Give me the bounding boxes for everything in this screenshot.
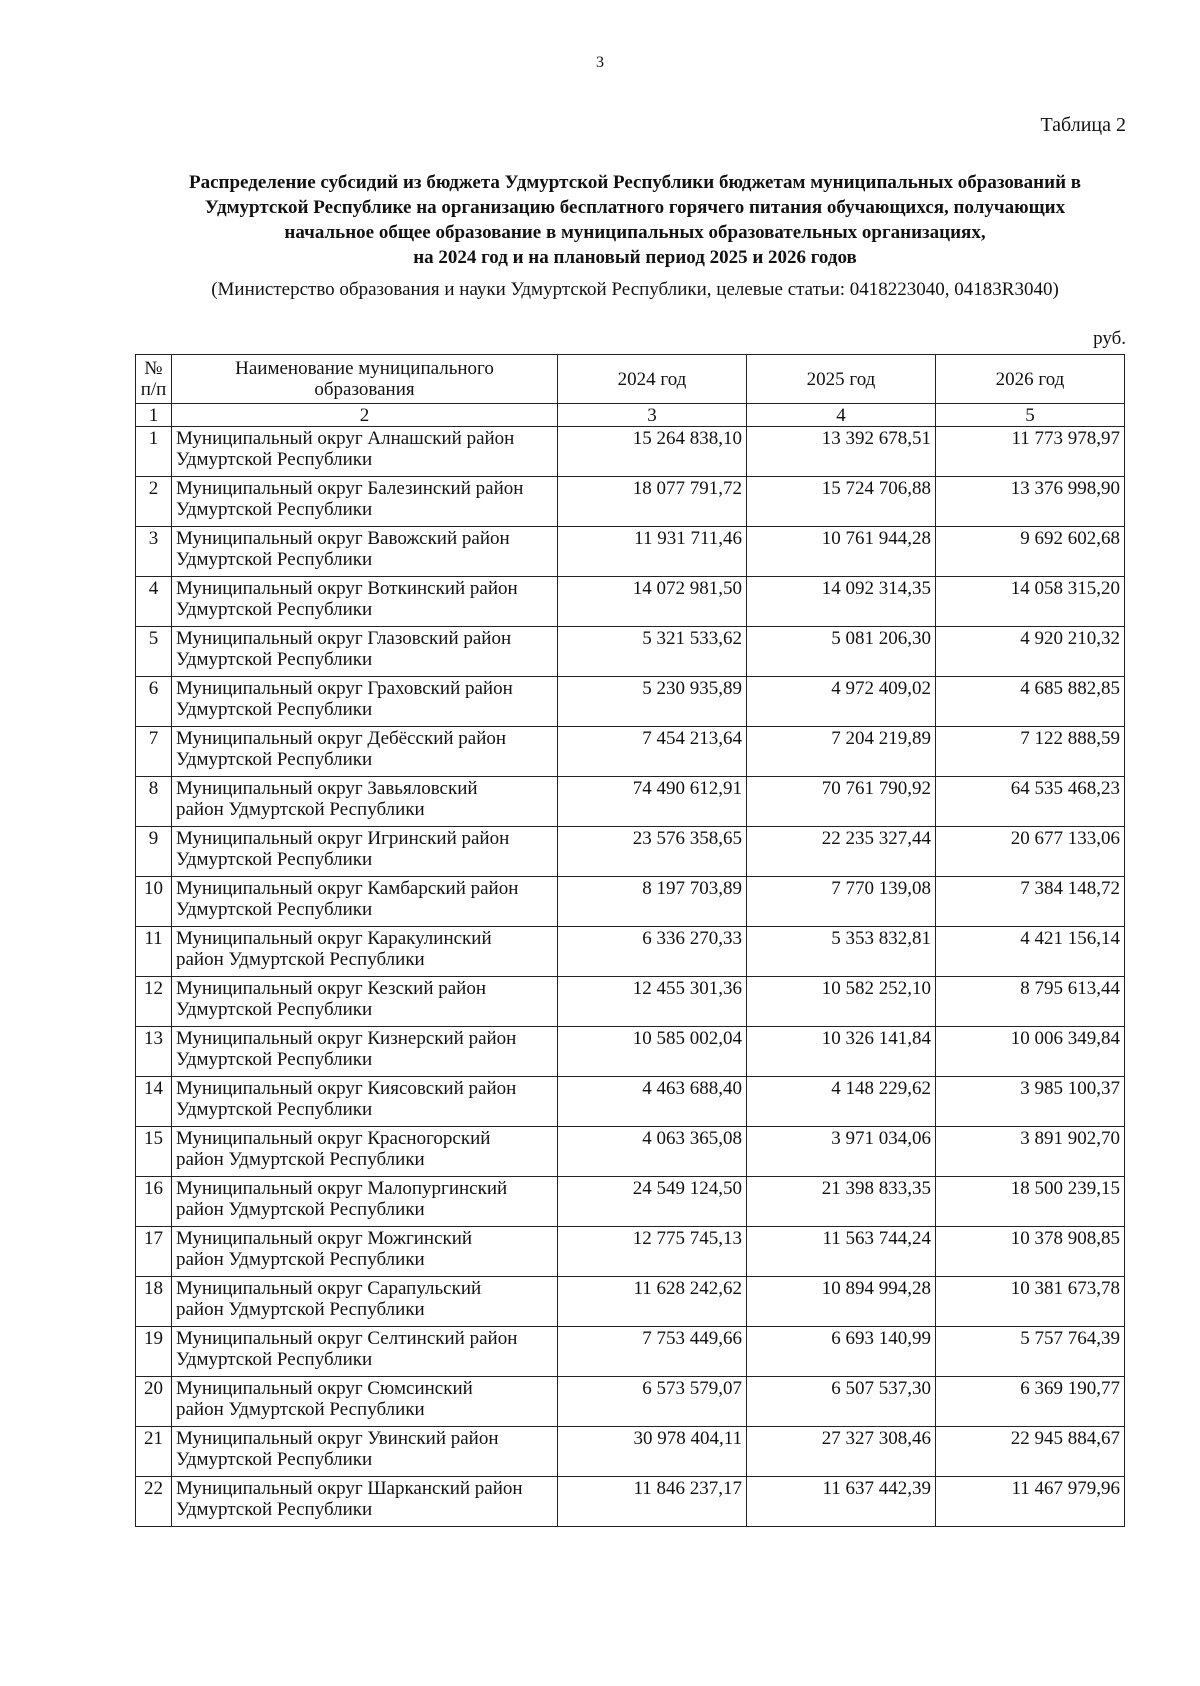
row-number: 9 [136, 827, 172, 877]
amount-2025: 14 092 314,35 [747, 577, 936, 627]
municipality-name-line2: Удмуртской Республики [176, 449, 373, 470]
table-row [136, 1127, 1125, 1177]
municipality-name-line1: Муниципальный округ Малопургинский [176, 1178, 508, 1199]
municipality-name-line2: Удмуртской Республики [176, 1099, 373, 1120]
amount-2024: 6 573 579,07 [558, 1377, 747, 1427]
amount-2025: 15 724 706,88 [747, 477, 936, 527]
municipality-name [172, 1027, 558, 1077]
amount-2026: 10 381 673,78 [936, 1277, 1125, 1327]
row-number: 12 [136, 977, 172, 1027]
municipality-name-line1: Муниципальный округ Дебёсский район [176, 728, 507, 749]
municipality-name-line2: район Удмуртской Республики [176, 1399, 425, 1420]
row-number: 11 [136, 927, 172, 977]
header-2024: 2024 год [558, 355, 747, 404]
municipality-name-line2: Удмуртской Республики [176, 549, 373, 570]
amount-2025: 11 563 744,24 [747, 1227, 936, 1277]
row-number: 6 [136, 677, 172, 727]
municipality-name [172, 777, 558, 827]
document-heading [140, 170, 1130, 270]
municipality-name-line2: Удмуртской Республики [176, 499, 373, 520]
municipality-name [172, 477, 558, 527]
amount-2026: 8 795 613,44 [936, 977, 1125, 1027]
amount-2024: 74 490 612,91 [558, 777, 747, 827]
amount-2024: 7 753 449,66 [558, 1327, 747, 1377]
amount-2024: 11 846 237,17 [558, 1477, 747, 1527]
amount-2025: 11 637 442,39 [747, 1477, 936, 1527]
amount-2025: 4 148 229,62 [747, 1077, 936, 1127]
amount-2026: 20 677 133,06 [936, 827, 1125, 877]
amount-2026: 9 692 602,68 [936, 527, 1125, 577]
municipality-name-line1: Муниципальный округ Глазовский район [176, 628, 512, 649]
amount-2024: 5 321 533,62 [558, 627, 747, 677]
header-name [172, 355, 558, 404]
subsidy-table [135, 354, 1125, 1527]
row-number: 1 [136, 427, 172, 477]
amount-2024: 12 775 745,13 [558, 1227, 747, 1277]
municipality-name-line1: Муниципальный округ Каракулинский [176, 928, 492, 949]
municipality-name [172, 1327, 558, 1377]
row-number: 16 [136, 1177, 172, 1227]
municipality-name-line1: Муниципальный округ Киясовский район [176, 1078, 517, 1099]
municipality-name-line1: Муниципальный округ Алнашский район [176, 428, 515, 449]
table-row [136, 1427, 1125, 1477]
amount-2024: 4 463 688,40 [558, 1077, 747, 1127]
header-2026: 2026 год [936, 355, 1125, 404]
header-number [136, 355, 172, 404]
heading-line: начальное общее образование в муниципальных образовательных организациях, [284, 222, 986, 243]
municipality-name [172, 927, 558, 977]
header-number-line2: п/п [140, 379, 167, 400]
amount-2026: 4 685 882,85 [936, 677, 1125, 727]
amount-2026: 7 384 148,72 [936, 877, 1125, 927]
municipality-name-line2: Удмуртской Республики [176, 849, 373, 870]
municipality-name-line1: Муниципальный округ Увинский район [176, 1428, 499, 1449]
amount-2026: 5 757 764,39 [936, 1327, 1125, 1377]
table-row [136, 677, 1125, 727]
municipality-name [172, 677, 558, 727]
municipality-name-line2: район Удмуртской Республики [176, 1149, 425, 1170]
amount-2024: 18 077 791,72 [558, 477, 747, 527]
amount-2025: 10 582 252,10 [747, 977, 936, 1027]
row-number: 17 [136, 1227, 172, 1277]
municipality-name [172, 977, 558, 1027]
amount-2025: 4 972 409,02 [747, 677, 936, 727]
table-row [136, 527, 1125, 577]
municipality-name-line2: Удмуртской Республики [176, 649, 373, 670]
column-index: 3 [558, 404, 747, 427]
table-row [136, 1277, 1125, 1327]
amount-2024: 11 931 711,46 [558, 527, 747, 577]
amount-2025: 10 761 944,28 [747, 527, 936, 577]
municipality-name-line1: Муниципальный округ Красногорский [176, 1128, 491, 1149]
municipality-name-line1: Муниципальный округ Сарапульский [176, 1278, 482, 1299]
table-row [136, 1177, 1125, 1227]
municipality-name-line2: Удмуртской Республики [176, 749, 373, 770]
amount-2026: 11 773 978,97 [936, 427, 1125, 477]
amount-2025: 22 235 327,44 [747, 827, 936, 877]
amount-2025: 10 326 141,84 [747, 1027, 936, 1077]
column-index: 5 [936, 404, 1125, 427]
table-header-row [136, 355, 1125, 404]
table-row [136, 627, 1125, 677]
municipality-name [172, 1077, 558, 1127]
row-number: 10 [136, 877, 172, 927]
municipality-name-line1: Муниципальный округ Воткинский район [176, 578, 518, 599]
municipality-name-line2: Удмуртской Республики [176, 699, 373, 720]
municipality-name-line2: Удмуртской Республики [176, 1449, 373, 1470]
municipality-name [172, 877, 558, 927]
amount-2024: 7 454 213,64 [558, 727, 747, 777]
amount-2024: 6 336 270,33 [558, 927, 747, 977]
municipality-name-line1: Муниципальный округ Завьяловский [176, 778, 478, 799]
table-row [136, 1077, 1125, 1127]
amount-2025: 13 392 678,51 [747, 427, 936, 477]
row-number: 4 [136, 577, 172, 627]
amount-2026: 10 006 349,84 [936, 1027, 1125, 1077]
amount-2024: 5 230 935,89 [558, 677, 747, 727]
table-row [136, 827, 1125, 877]
municipality-name [172, 1277, 558, 1327]
column-index: 2 [172, 404, 558, 427]
municipality-name-line2: район Удмуртской Республики [176, 1199, 425, 1220]
table-row [136, 577, 1125, 627]
row-number: 22 [136, 1477, 172, 1527]
municipality-name-line2: Удмуртской Республики [176, 599, 373, 620]
table-row [136, 1227, 1125, 1277]
municipality-name-line2: район Удмуртской Республики [176, 1249, 425, 1270]
header-name-line1: Наименование муниципального [235, 358, 494, 379]
municipality-name-line2: район Удмуртской Республики [176, 799, 425, 820]
municipality-name-line1: Муниципальный округ Камбарский район [176, 878, 519, 899]
municipality-name-line2: Удмуртской Республики [176, 1349, 373, 1370]
row-number: 21 [136, 1427, 172, 1477]
municipality-name-line1: Муниципальный округ Можгинский [176, 1228, 473, 1249]
table-row [136, 977, 1125, 1027]
amount-2026: 11 467 979,96 [936, 1477, 1125, 1527]
municipality-name-line2: район Удмуртской Республики [176, 949, 425, 970]
municipality-name [172, 427, 558, 477]
municipality-name-line2: Удмуртской Республики [176, 899, 373, 920]
amount-2025: 6 693 140,99 [747, 1327, 936, 1377]
heading-line: Распределение субсидий из бюджета Удмуртской Республики бюджетам муниципальных образований в [188, 172, 1082, 193]
heading-line: Удмуртской Республике на организацию бесплатного горячего питания обучающихся, получающих [204, 197, 1066, 218]
table-row [136, 1377, 1125, 1427]
amount-2026: 3 891 902,70 [936, 1127, 1125, 1177]
heading-line: на 2024 год и на плановый период 2025 и 2026 годов [413, 247, 857, 268]
table-row [136, 477, 1125, 527]
amount-2025: 5 353 832,81 [747, 927, 936, 977]
municipality-name-line1: Муниципальный округ Сюмсинский [176, 1378, 473, 1399]
table-row [136, 1327, 1125, 1377]
table-row [136, 877, 1125, 927]
amount-2024: 24 549 124,50 [558, 1177, 747, 1227]
municipality-name [172, 1427, 558, 1477]
amount-2026: 3 985 100,37 [936, 1077, 1125, 1127]
amount-2025: 7 204 219,89 [747, 727, 936, 777]
amount-2026: 18 500 239,15 [936, 1177, 1125, 1227]
amount-2025: 27 327 308,46 [747, 1427, 936, 1477]
row-number: 5 [136, 627, 172, 677]
page-number: 3 [596, 54, 604, 71]
header-2025: 2025 год [747, 355, 936, 404]
amount-2026: 6 369 190,77 [936, 1377, 1125, 1427]
municipality-name-line1: Муниципальный округ Вавожский район [176, 528, 510, 549]
document-subtitle: (Министерство образования и науки Удмуртской Республики, целевые статьи: 0418223040, 04183R3040) [211, 279, 1059, 300]
table-row [136, 1027, 1125, 1077]
municipality-name [172, 727, 558, 777]
row-number: 19 [136, 1327, 172, 1377]
amount-2025: 5 081 206,30 [747, 627, 936, 677]
municipality-name [172, 827, 558, 877]
amount-2024: 15 264 838,10 [558, 427, 747, 477]
municipality-name-line1: Муниципальный округ Игринский район [176, 828, 510, 849]
column-index: 1 [136, 404, 172, 427]
amount-2025: 3 971 034,06 [747, 1127, 936, 1177]
amount-2024: 4 063 365,08 [558, 1127, 747, 1177]
amount-2026: 22 945 884,67 [936, 1427, 1125, 1477]
municipality-name-line2: Удмуртской Республики [176, 999, 373, 1020]
municipality-name-line2: Удмуртской Республики [176, 1499, 373, 1520]
table-row [136, 927, 1125, 977]
table-label: Таблица 2 [1040, 114, 1126, 136]
row-number: 20 [136, 1377, 172, 1427]
amount-2025: 6 507 537,30 [747, 1377, 936, 1427]
amount-2025: 21 398 833,35 [747, 1177, 936, 1227]
amount-2026: 14 058 315,20 [936, 577, 1125, 627]
row-number: 7 [136, 727, 172, 777]
municipality-name [172, 527, 558, 577]
amount-2026: 13 376 998,90 [936, 477, 1125, 527]
municipality-name-line1: Муниципальный округ Кезский район [176, 978, 487, 999]
amount-2026: 10 378 908,85 [936, 1227, 1125, 1277]
header-number-line1: № [144, 358, 163, 379]
row-number: 8 [136, 777, 172, 827]
amount-2024: 8 197 703,89 [558, 877, 747, 927]
municipality-name-line1: Муниципальный округ Шарканский район [176, 1478, 523, 1499]
municipality-name-line2: Удмуртской Республики [176, 1049, 373, 1070]
amount-2024: 10 585 002,04 [558, 1027, 747, 1077]
amount-2024: 23 576 358,65 [558, 827, 747, 877]
amount-2025: 70 761 790,92 [747, 777, 936, 827]
amount-2026: 4 920 210,32 [936, 627, 1125, 677]
municipality-name-line1: Муниципальный округ Кизнерский район [176, 1028, 517, 1049]
amount-2024: 12 455 301,36 [558, 977, 747, 1027]
table-row [136, 727, 1125, 777]
municipality-name [172, 627, 558, 677]
municipality-name [172, 1127, 558, 1177]
municipality-name-line1: Муниципальный округ Селтинский район [176, 1328, 518, 1349]
municipality-name [172, 1177, 558, 1227]
row-number: 3 [136, 527, 172, 577]
row-number: 13 [136, 1027, 172, 1077]
row-number: 15 [136, 1127, 172, 1177]
amount-2024: 14 072 981,50 [558, 577, 747, 627]
amount-2026: 64 535 468,23 [936, 777, 1125, 827]
municipality-name-line1: Муниципальный округ Балезинский район [176, 478, 524, 499]
amount-2025: 10 894 994,28 [747, 1277, 936, 1327]
amount-2024: 11 628 242,62 [558, 1277, 747, 1327]
municipality-name-line2: район Удмуртской Республики [176, 1299, 425, 1320]
table-row [136, 1477, 1125, 1527]
row-number: 18 [136, 1277, 172, 1327]
municipality-name [172, 1377, 558, 1427]
row-number: 2 [136, 477, 172, 527]
row-number: 14 [136, 1077, 172, 1127]
municipality-name [172, 577, 558, 627]
amount-2026: 4 421 156,14 [936, 927, 1125, 977]
amount-2024: 30 978 404,11 [558, 1427, 747, 1477]
municipality-name [172, 1477, 558, 1527]
table-row [136, 777, 1125, 827]
municipality-name [172, 1227, 558, 1277]
amount-2025: 7 770 139,08 [747, 877, 936, 927]
column-index-row [136, 404, 1125, 427]
municipality-name-line1: Муниципальный округ Граховский район [176, 678, 513, 699]
table-row [136, 427, 1125, 477]
header-name-line2: образования [314, 379, 415, 400]
column-index: 4 [747, 404, 936, 427]
currency-units: руб. [1093, 328, 1126, 349]
amount-2026: 7 122 888,59 [936, 727, 1125, 777]
